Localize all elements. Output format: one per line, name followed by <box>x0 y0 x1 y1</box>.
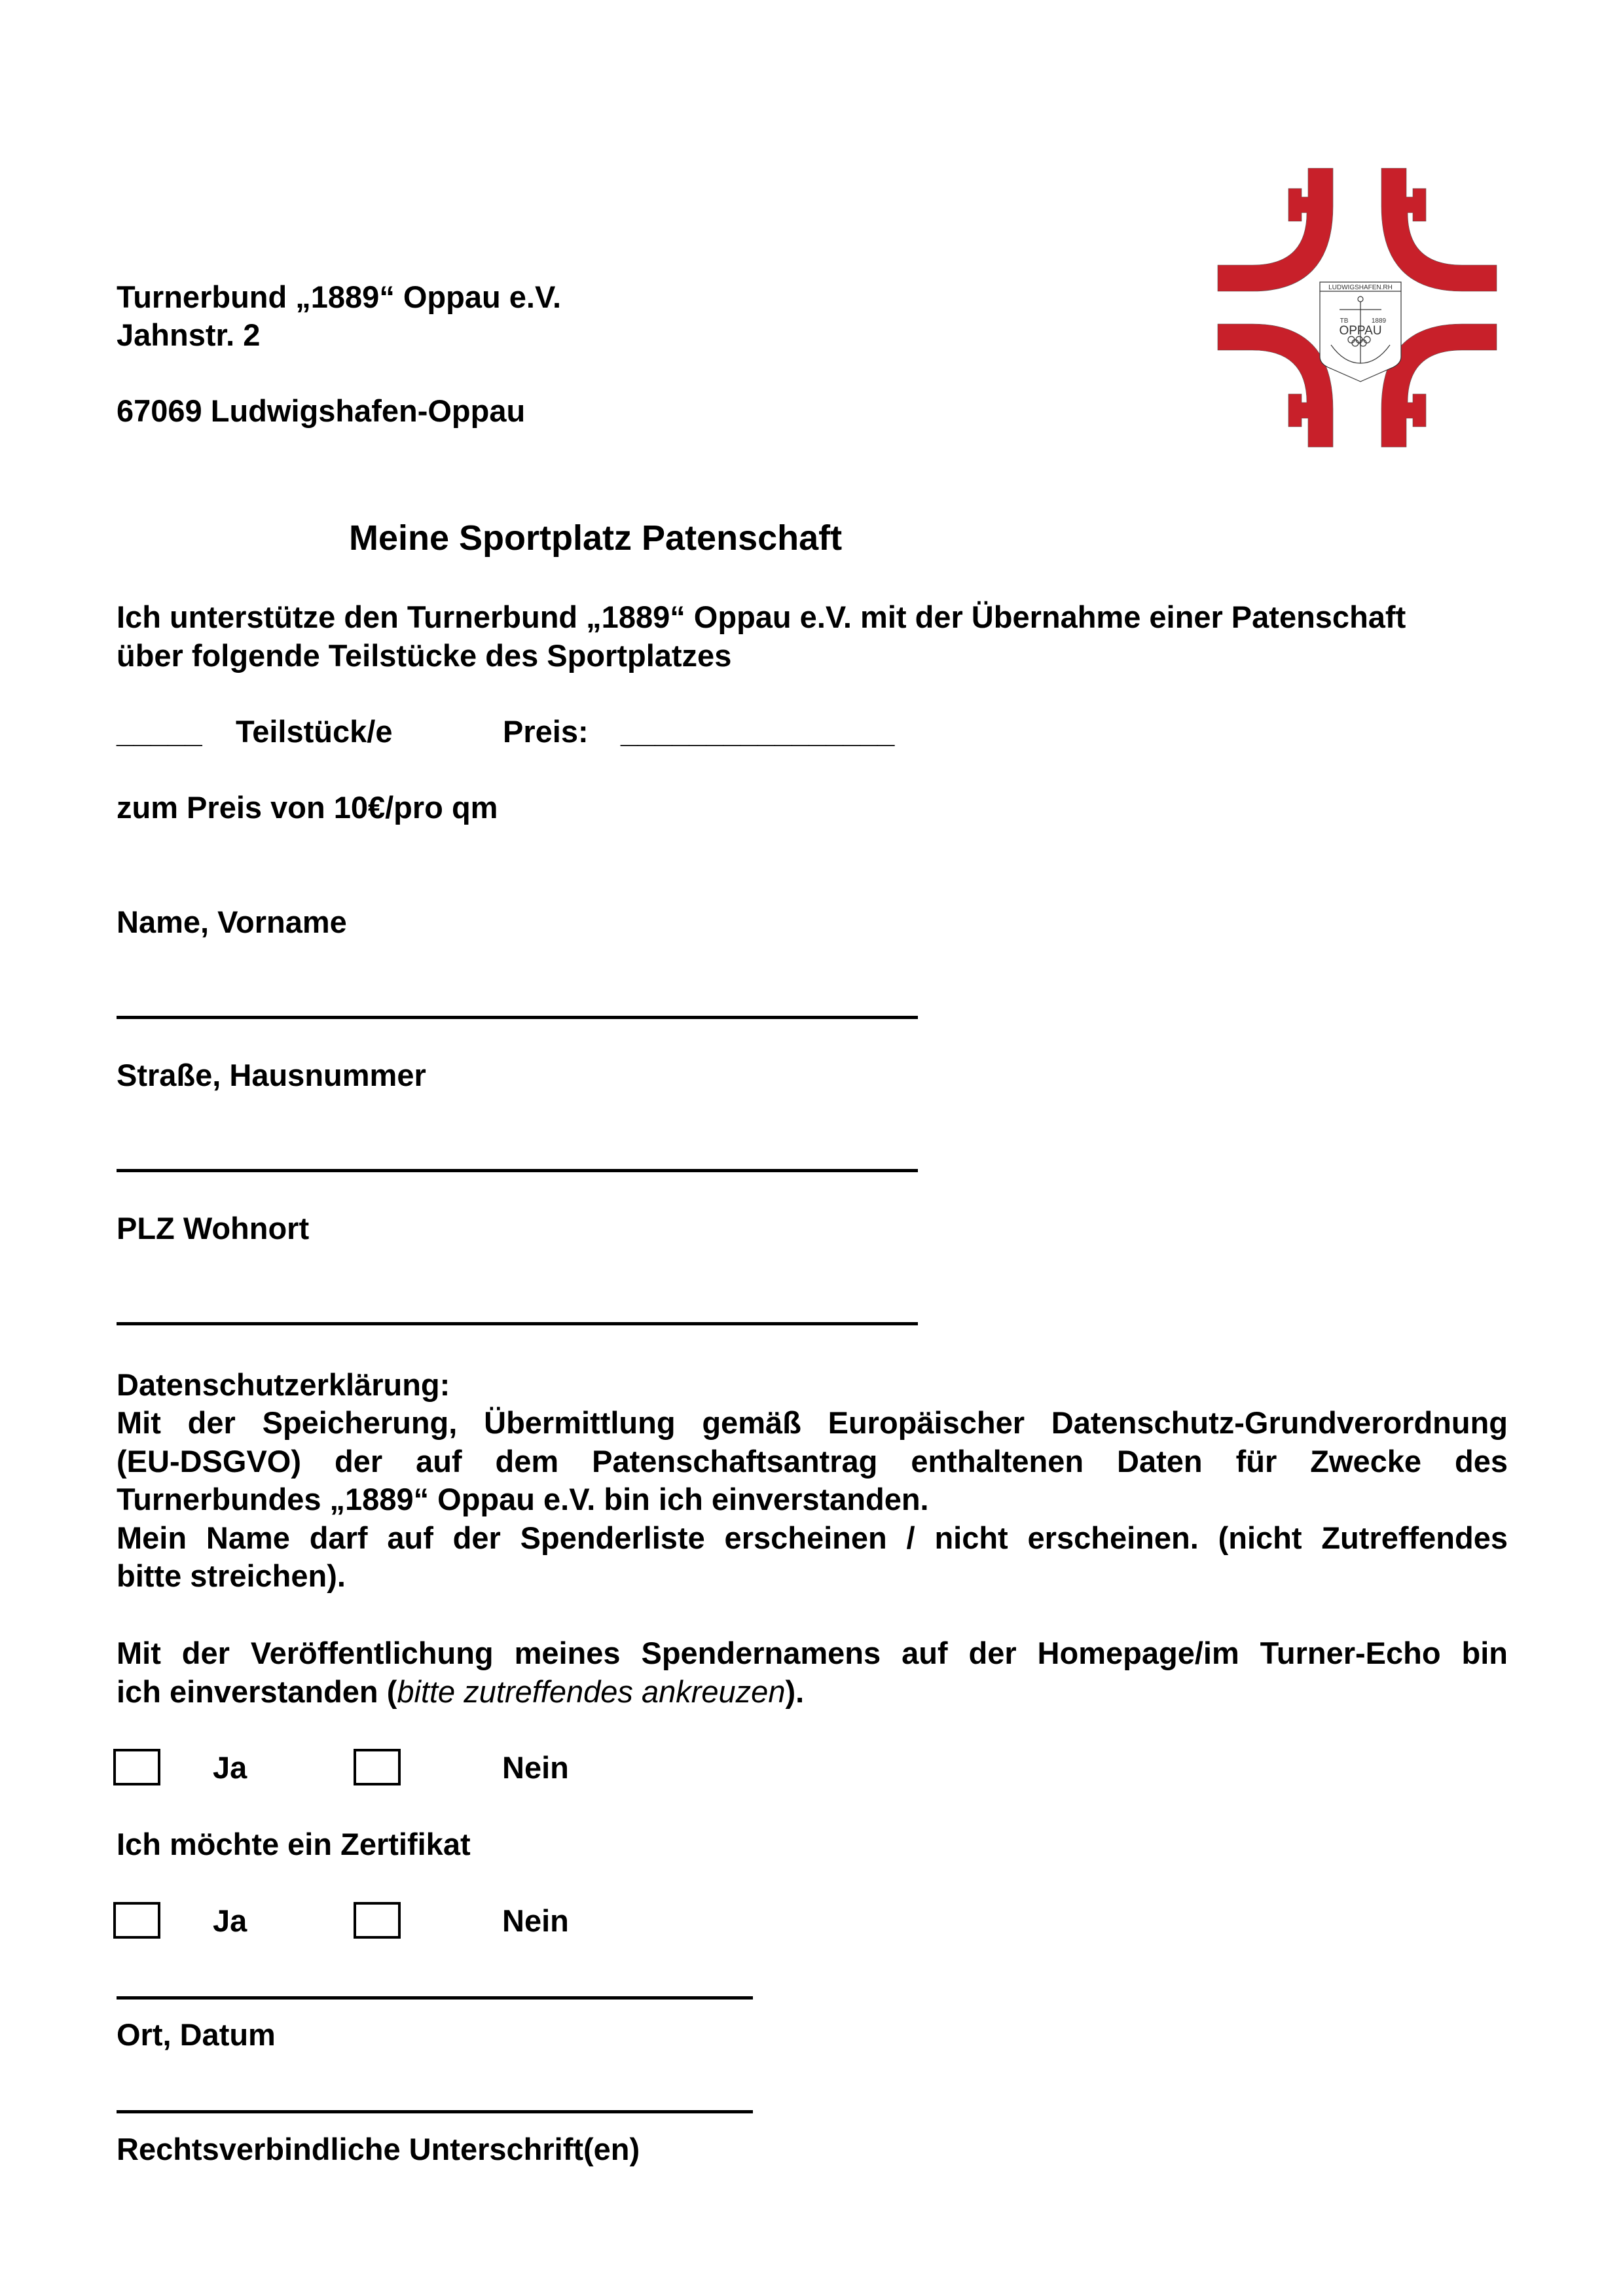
certificate-no-label: Nein <box>502 1903 569 1938</box>
certificate-yes-label: Ja <box>213 1903 247 1938</box>
parcels-label: Teilstück/e <box>236 714 393 749</box>
publication-line-2-suffix: ). <box>785 1674 805 1709</box>
certificate-question: Ich möchte ein Zertifikat <box>117 1827 471 1861</box>
logo-right-text: 1889 <box>1371 317 1387 325</box>
place-date-label: Ort, Datum <box>117 2017 276 2052</box>
publication-line-2 <box>117 1673 1508 1712</box>
signature-line[interactable] <box>117 2110 753 2113</box>
name-label: Name, Vorname <box>117 905 347 939</box>
publication-paragraph <box>117 1634 1508 1711</box>
logo-main-text: OPPAU <box>1339 324 1382 338</box>
org-street: Jahnstr. 2 <box>117 317 261 352</box>
privacy-paragraph <box>117 1404 1508 1596</box>
logo-arc-top-left <box>1218 168 1333 291</box>
publication-no-label: Nein <box>502 1750 569 1785</box>
street-input-line[interactable] <box>117 1169 918 1172</box>
publication-no-checkbox[interactable] <box>354 1749 401 1785</box>
privacy-heading: Datenschutzerklärung: <box>117 1367 450 1402</box>
publication-line-2-prefix: ich einverstanden ( <box>117 1674 397 1709</box>
org-city: 67069 Ludwigshafen-Oppau <box>117 393 526 428</box>
name-input-line[interactable] <box>117 1016 918 1019</box>
org-name: Turnerbund „1889“ Oppau e.V. <box>117 279 562 314</box>
city-input-line[interactable] <box>117 1322 918 1325</box>
logo-left-text: TB <box>1340 317 1349 325</box>
club-logo <box>1216 167 1498 448</box>
publication-yes-checkbox[interactable] <box>113 1749 160 1785</box>
intro-line-1: Ich unterstütze den Turnerbund „1889“ Oppau e.V. mit der Übernahme einer Patenschaft <box>117 600 1406 634</box>
page-title: Meine Sportplatz Patenschaft <box>349 518 843 558</box>
publication-instruction: bitte zutreffendes ankreuzen <box>397 1674 786 1709</box>
logo-banner-text: LUDWIGSHAFEN.RH <box>1328 284 1393 291</box>
signature-label: Rechtsverbindliche Unterschrift(en) <box>117 2132 640 2166</box>
privacy-line-4: Mein Name darf auf der Spenderliste erscheinen / nicht erscheinen. (nicht Zutreffendes <box>117 1520 1508 1555</box>
price-label: Preis: <box>503 714 589 749</box>
intro-line-2: über folgende Teilstücke des Sportplatzes <box>117 637 732 673</box>
certificate-yes-checkbox[interactable] <box>113 1902 160 1939</box>
price-blank[interactable]: ________________ <box>621 714 895 749</box>
publication-line-1: Mit der Veröffentlichung meines Spendernamens auf der Homepage/im Turner-Echo bin <box>117 1636 1508 1670</box>
street-label: Straße, Hausnummer <box>117 1058 426 1092</box>
privacy-line-2: (EU-DSGVO) der auf dem Patenschaftsantrag enthaltenen Daten für Zwecke des <box>117 1443 1508 1479</box>
parcel-count-blank[interactable]: _____ <box>117 714 202 749</box>
privacy-line-3: Turnerbundes „1889“ Oppau e.V. bin ich einverstanden. <box>117 1482 929 1516</box>
logo-arc-top-right <box>1381 168 1497 291</box>
intro-paragraph <box>117 598 1508 675</box>
privacy-line-1: Mit der Speicherung, Übermittlung gemäß Europäischer Datenschutz-Grundverordnung <box>117 1405 1508 1440</box>
city-label: PLZ Wohnort <box>117 1211 310 1246</box>
privacy-line-5: bitte streichen). <box>117 1558 346 1593</box>
certificate-no-checkbox[interactable] <box>354 1902 401 1939</box>
logo-arc-bottom-left <box>1218 324 1333 447</box>
place-date-line[interactable] <box>117 1996 753 2000</box>
unit-price: zum Preis von 10€/pro qm <box>117 790 498 825</box>
publication-yes-label: Ja <box>213 1750 247 1785</box>
